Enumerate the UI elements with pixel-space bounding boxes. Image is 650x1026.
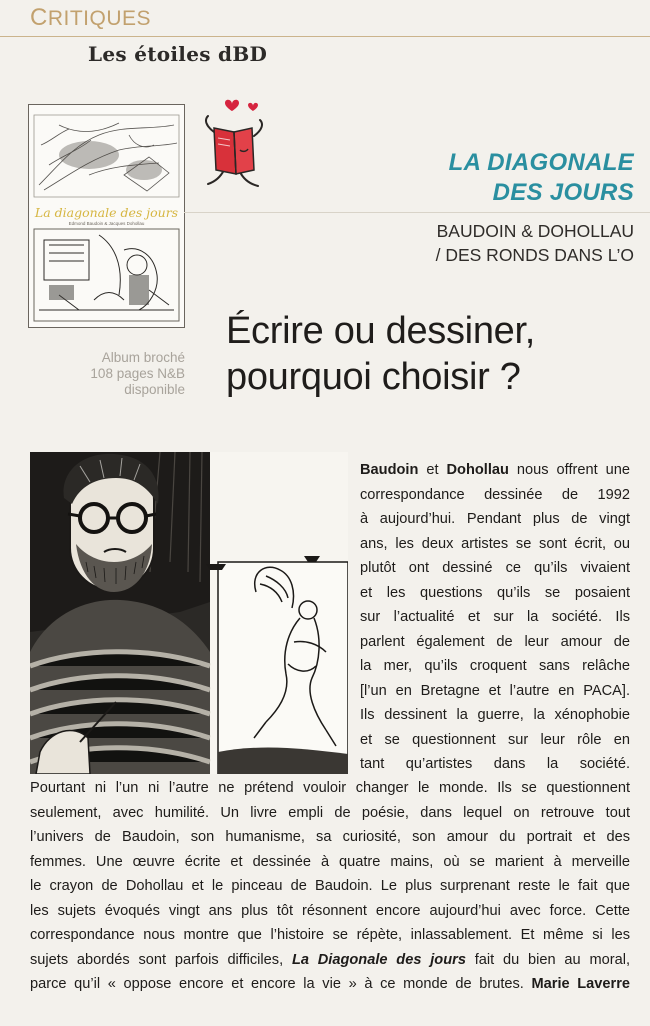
album-title-line2: DES JOURS	[492, 179, 634, 206]
book-cover-image	[28, 104, 185, 328]
album-format: Album broché	[101, 350, 185, 365]
text-line: parlent également de leur amour de	[360, 633, 630, 650]
text-line: correspondance dessinée de 1992	[360, 486, 630, 503]
text-line: seulement, avec humilité. Un livre empli de poésie, dans lequel on retrouve tout	[30, 804, 630, 821]
text-line: et se questionnent sur leur rôle en	[360, 731, 630, 748]
header-divider	[184, 212, 650, 213]
text-line: sur l’actualité et sur la société. Ils	[360, 609, 630, 625]
text-line: correspondance nous montre que l’histoire se répète, inlassablement. Et même si les	[30, 927, 630, 943]
text-line: tant qu’artistes dans la société.	[360, 756, 630, 772]
text-line: le crayon de Dohollau et le pinceau de Baudoin. Le plus surprenant reste le fait que	[30, 878, 630, 894]
text-line: la mer, qu’ils croquent sans relâche	[360, 658, 630, 674]
heart-icon	[225, 100, 258, 111]
text-line: [l’un en Bretagne et l’autre en PACA].	[360, 682, 630, 699]
cover-title: La diagonale des jours	[34, 205, 179, 220]
article-body-full	[30, 776, 630, 997]
text-fragment: parce qu’il « oppose encore et encore la vie » à ce monde de brutes.	[30, 976, 532, 992]
section-label	[30, 4, 151, 32]
album-meta	[30, 350, 185, 398]
text-fragment: fait du bien au moral,	[465, 951, 631, 968]
section-label-initial: C	[30, 4, 48, 31]
text-line: Ils dessinent la guerre, la xénophobie	[360, 707, 630, 723]
article-headline	[226, 308, 646, 400]
text-line: plutôt ont dessiné ce qu’ils vivaient	[360, 560, 630, 576]
album-title-inline: La Diagonale des jours	[291, 951, 466, 968]
cover-authors: Edmond Baudoin & Jacques Dohollau	[68, 221, 145, 226]
album-title-line1: LA DIAGONALE	[448, 149, 634, 176]
text-fragment: et	[418, 462, 447, 478]
article-author: Marie Laverre	[531, 976, 630, 992]
text-line: et les questions qu’ils se posaient	[360, 584, 630, 601]
section-label-rest: RITIQUES	[47, 7, 152, 30]
text-fragment: nous offrent une	[508, 462, 630, 478]
text-fragment: sujets abordés sont parfois difficiles,	[30, 951, 292, 968]
author-name-baudoin: Baudoin	[360, 462, 419, 478]
text-line: Pourtant ni l’un ni l’autre ne prétend vouloir changer le monde. Ils se questionnent	[30, 780, 630, 796]
text-line: femmes. Une œuvre écrite et dessinée à quatre mains, où se marient à merveille	[30, 853, 630, 870]
album-title	[449, 148, 634, 208]
headline-line2: pourquoi choisir ?	[226, 356, 521, 398]
rubric-subtitle: Les étoiles dBD	[88, 42, 268, 66]
reading-book-mascot-icon	[196, 92, 268, 201]
text-line: les sujets évoqués vingt ans plus tôt résonnent encore aujourd’hui avec force. Cette	[30, 902, 630, 919]
album-pages: 108 pages N&B	[90, 366, 185, 381]
text-line	[30, 972, 630, 997]
text-line	[360, 458, 630, 483]
article-body-column	[360, 458, 630, 777]
author-name-dohollau: Dohollau	[446, 462, 509, 478]
headline-line1: Écrire ou dessiner,	[226, 310, 536, 352]
article-illustration	[30, 452, 348, 774]
text-line	[30, 948, 630, 973]
album-authors: BAUDOIN & DOHOLLAU	[436, 221, 634, 241]
text-line: ans, les deux artistes se sont écrit, ou	[360, 535, 630, 552]
text-line: à aujourd’hui. Pendant plus de vingt	[360, 511, 630, 527]
text-line: l’univers de Baudoin, son humanisme, sa curiosité, son amour du portrait et des	[30, 829, 630, 845]
album-publisher: / DES RONDS DANS L’O	[435, 245, 634, 265]
section-divider	[0, 36, 650, 37]
album-availability: disponible	[124, 382, 185, 397]
